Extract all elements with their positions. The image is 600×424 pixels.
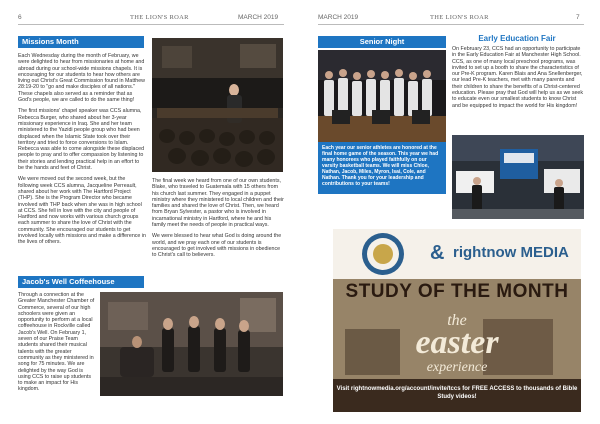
page-number: 7 [576,14,580,21]
header-rule [318,24,584,25]
missions-column-2 [152,178,284,264]
ad-headline: STUDY OF THE MONTH [345,281,569,302]
coffeehouse-body: Through a connection at the Greater Manchester Chamber of Commerce, several of our high schoolers were given an opportunity to perform at a local coffeehouse in Rockville called Jacob's Well. On February 1, seven of our Praise Team students shared their musical talents with the greater community as they ministered in song for 75 minutes. We are delighted by the way God is using CCS to raise up students to make an impact for His kingdom. [18,292,95,393]
ccs-seal-logo [345,231,421,277]
ad-footer-text[interactable]: Visit rightnowmedia.org/account/invite/tccs for FREE ACCESS to thousands of Bible Study videos! [336,386,578,400]
missions-column-1 [18,53,146,251]
missions-paragraph: The final week we heard from one of our own students, Blake, who traveled to Guatemala with 15 others from his church last summer. They engaged in a puppet ministry where they ministered to local children and their families and shared the love of Christ. Then, we heard from Bryan Sylvester, a pastor who is involved in incarnational ministry in Hartford, where he and his family meet the needs of people in practical ways. [152,178,284,229]
missions-paragraph: The first missions' chapel speaker was CCS alumna, Rebecca Burger, who shared about her 3-year missionary experience in Iraq. She and her team ministered to the Yazidi people group who had been displaced when the Islamic State took over their territory and tried to force conversions to Islam. Rebecca was able to come alongside these displaced people to pray and to offer compassion by listening to their stories and lending practical help in an effort to be the hands and feet of Christ. [18,108,145,172]
ad-title-line: experience [426,360,488,375]
masthead: THE LION'S ROAR [430,14,489,21]
ad-title-line: easter [415,324,499,361]
senior-night-title: Senior Night [318,36,446,48]
ad-ampersand: & [430,242,445,264]
issue-date: MARCH 2019 [318,14,359,21]
missions-title: Missions Month [18,36,144,48]
coffeehouse-photo [100,292,283,396]
missions-paragraph: We were blessed to hear what God is doing around the world, and we pray each one of our students is encouraged to get involved with missions in obedience to Christ's call to believers. [152,233,282,259]
chapel-speaker-photo [152,38,283,172]
early-ed-body: On February 23, CCS had an opportunity to participate in the Early Education Fair at Manchester High School. CCS, as one of many local preschool programs, was invited to set up a booth to share the characteristics of our Pre-K program. Karen Blais and Ana Snellenberger, our lead Pre-K teachers, met with many parents and their children to share the benefits of a Christ-centered education. Please pray that God will help us as we seek to educate even our smallest students to know Christ and be equipped to impact the world for His kingdom! [452,46,584,109]
senior-night-caption: Each year our senior athletes are honored at the final home game of the season. This year we had many honorees who played faithfully on our varsity basketball teams. We will miss Chloe, Nathan, Jacob, Miles, Myron, Isai, Cole, and Nathan. Thank you for your leadership and contributions to your teams! [318,142,446,194]
masthead: THE LION'S ROAR [130,14,189,21]
header-rule [18,24,284,25]
senior-night-photo [318,50,446,142]
missions-paragraph: Each Wednesday during the month of February, we were delighted to hear from missionaries at home and abroad during our school-wide missions chapels. It is encouraging for our students to hear how others are living out Christ's Great Commission found in Matthew 28:19-20 to "go and make disciples of all nations." These chapels also served as a reminder that as God's people, we are called to do the same thing! [18,53,146,104]
early-ed-photo [452,135,584,219]
early-ed-title: Early Education Fair [478,34,556,43]
page-number: 6 [18,14,22,21]
rightnow-media-ad[interactable] [333,229,581,412]
issue-date: MARCH 2019 [238,14,279,21]
ad-title-line: the [447,312,467,329]
missions-paragraph: We were moved out the second week, but the following week CCS alumna, Jacqueline Perreault, shared about her work with The Hartford Project (THP). She is the Program Director who became involved with THP back when she was in high school at CCS. She fell in love with the city and people of Hartford and now works with various church groups each summer to share the love of Christ with the community. She encouraged our students to get involved locally with missions and make a difference in the lives of others. [18,176,146,246]
coffeehouse-title: Jacob's Well Coffeehouse [18,276,144,288]
ad-title-art [333,307,581,377]
rightnow-media-logo: rightnow MEDIA [453,244,569,261]
